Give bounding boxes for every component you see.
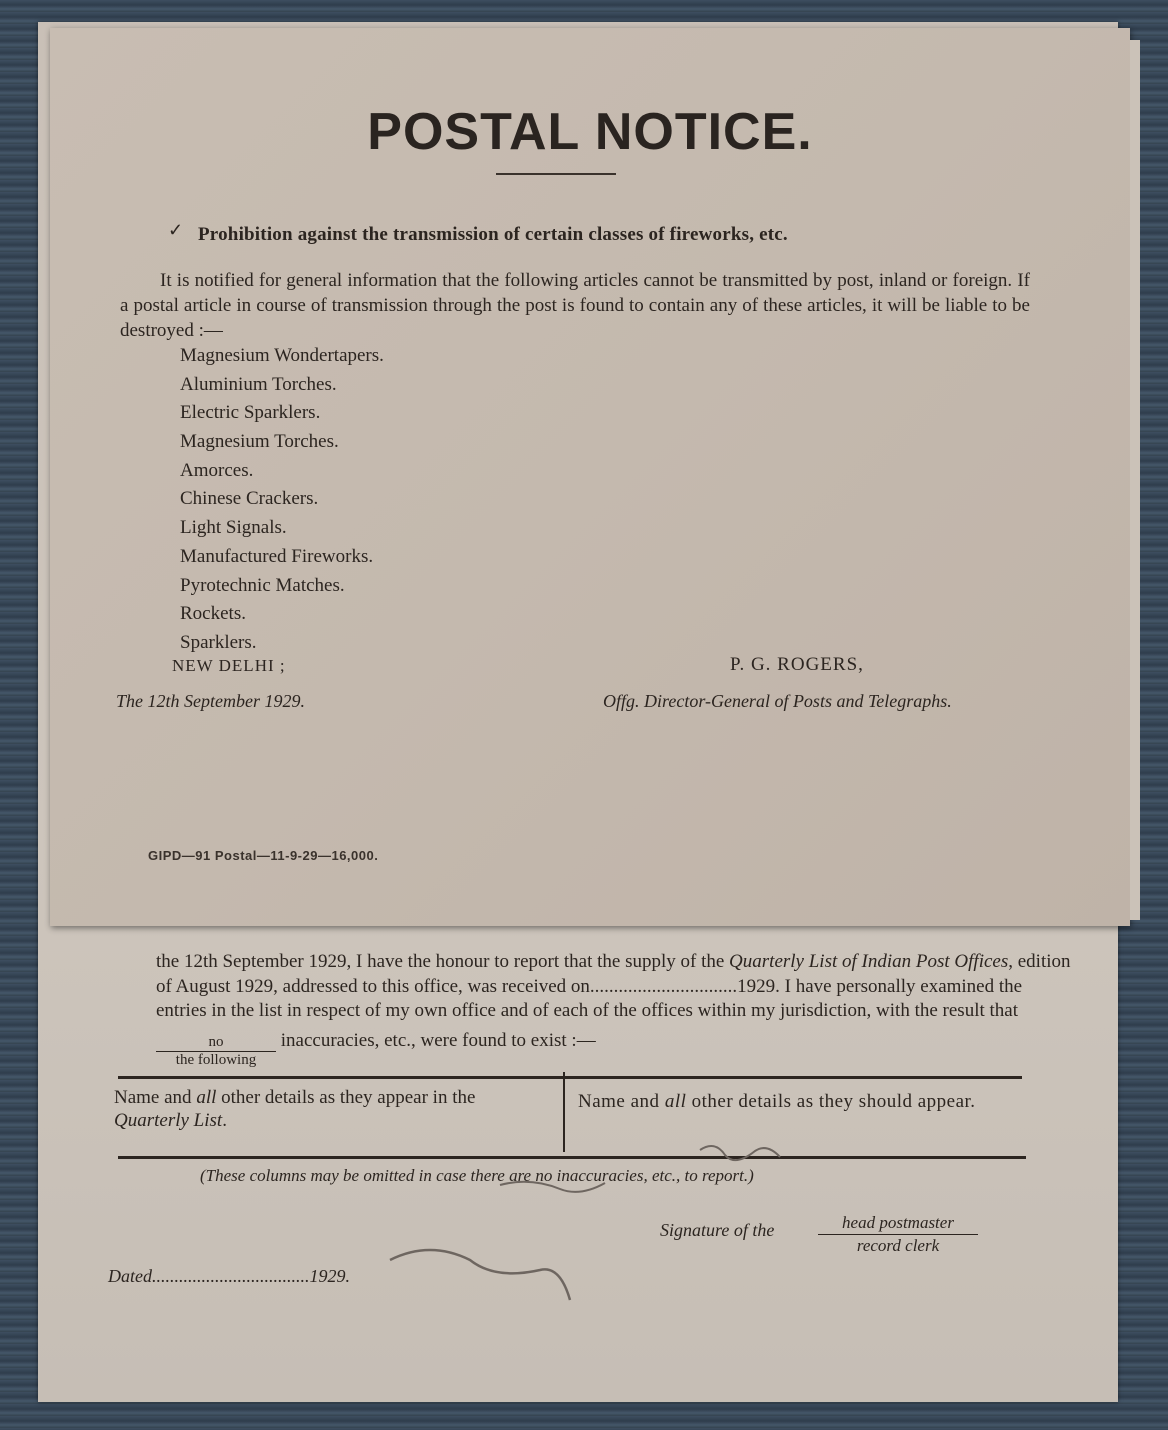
col-left-list: Quarterly List: [114, 1110, 223, 1131]
list-item: Sparklers.: [180, 631, 257, 653]
column-header-left: [114, 1086, 554, 1132]
omit-note: (These columns may be omitted in case there are no inaccuracies, etc., to report.): [200, 1166, 754, 1185]
report-text-3: .....................1929. I have personally examined the entries in the list in respect of my own office and of each of the offices within my jurisdiction, with the result that: [156, 975, 1023, 1021]
list-item: Magnesium Wondertapers.: [180, 345, 384, 366]
col-left-text-2: other details as they appear in the: [216, 1087, 476, 1108]
column-header-right: [578, 1090, 1028, 1113]
signature-label: Signature of the: [660, 1220, 775, 1240]
table-top-rule: [118, 1076, 1022, 1079]
dated-line: Dated...................................1929.: [108, 1266, 350, 1286]
col-right-text-1: Name and: [578, 1091, 665, 1112]
notice-signer-office: Offg. Director-General of Posts and Telegraphs.: [603, 691, 952, 711]
notice-title: POSTAL NOTICE.: [367, 103, 813, 161]
list-item: Magnesium Torches.: [180, 431, 339, 453]
list-item: Rockets.: [180, 603, 246, 625]
pencil-marks: [380, 1130, 860, 1320]
notice-paragraph-text: It is notified for general information that the following articles cannot be transmitted by post, inland or foreign. If a postal article in course of transmission through the post is found to contain any of these articles, it will be liable to be destroyed :—: [120, 270, 1030, 341]
report-paragraph: [156, 950, 1074, 1068]
list-item: Electric Sparklers.: [180, 402, 321, 424]
sheet-edge: [1130, 40, 1140, 920]
pencil-tick-icon: ✓: [168, 220, 184, 240]
report-text-2: , edition of August 1929, addressed to this office, was received on..........: [156, 951, 1071, 997]
list-item: Aluminium Torches.: [180, 373, 337, 395]
signature-record-clerk: record clerk: [856, 1236, 940, 1255]
list-item: Amorces.: [180, 459, 254, 481]
signature-head-postmaster: head postmaster: [818, 1212, 978, 1235]
notice-subtitle: Prohibition against the transmission of certain classes of fireworks, etc.: [198, 224, 788, 245]
col-left-all: all: [196, 1087, 217, 1108]
col-left-dot: .: [222, 1110, 227, 1131]
notice-signer: P. G. ROGERS,: [730, 654, 864, 675]
fraction-following: the following: [175, 1051, 257, 1068]
result-fraction: [156, 1034, 276, 1069]
notice-date: The 12th September 1929.: [116, 691, 305, 711]
title-rule: [496, 173, 616, 175]
fraction-no: no: [156, 1034, 276, 1052]
list-item: Light Signals.: [180, 517, 287, 539]
postal-notice-sheet: [50, 28, 1130, 926]
col-right-text-2: other details as they should appear.: [686, 1091, 976, 1112]
notice-place: NEW DELHI ;: [172, 656, 286, 675]
prohibited-articles-list: [180, 342, 384, 658]
report-list-title: Quarterly List of Indian Post Offices: [729, 951, 1009, 972]
list-item: Manufactured Fireworks.: [180, 545, 374, 567]
col-left-text-1: Name and: [114, 1087, 197, 1108]
print-reference: GIPD—91 Postal—11-9-29—16,000.: [148, 848, 379, 863]
list-item: Pyrotechnic Matches.: [180, 574, 345, 596]
col-right-all: all: [664, 1091, 687, 1112]
report-text-4: inaccuracies, etc., were found to exist :—: [280, 1029, 596, 1051]
notice-paragraph: [120, 268, 1030, 343]
list-item: Chinese Crackers.: [180, 488, 319, 510]
report-text-1: the 12th September 1929, I have the honour to report that the supply of the: [156, 951, 730, 972]
